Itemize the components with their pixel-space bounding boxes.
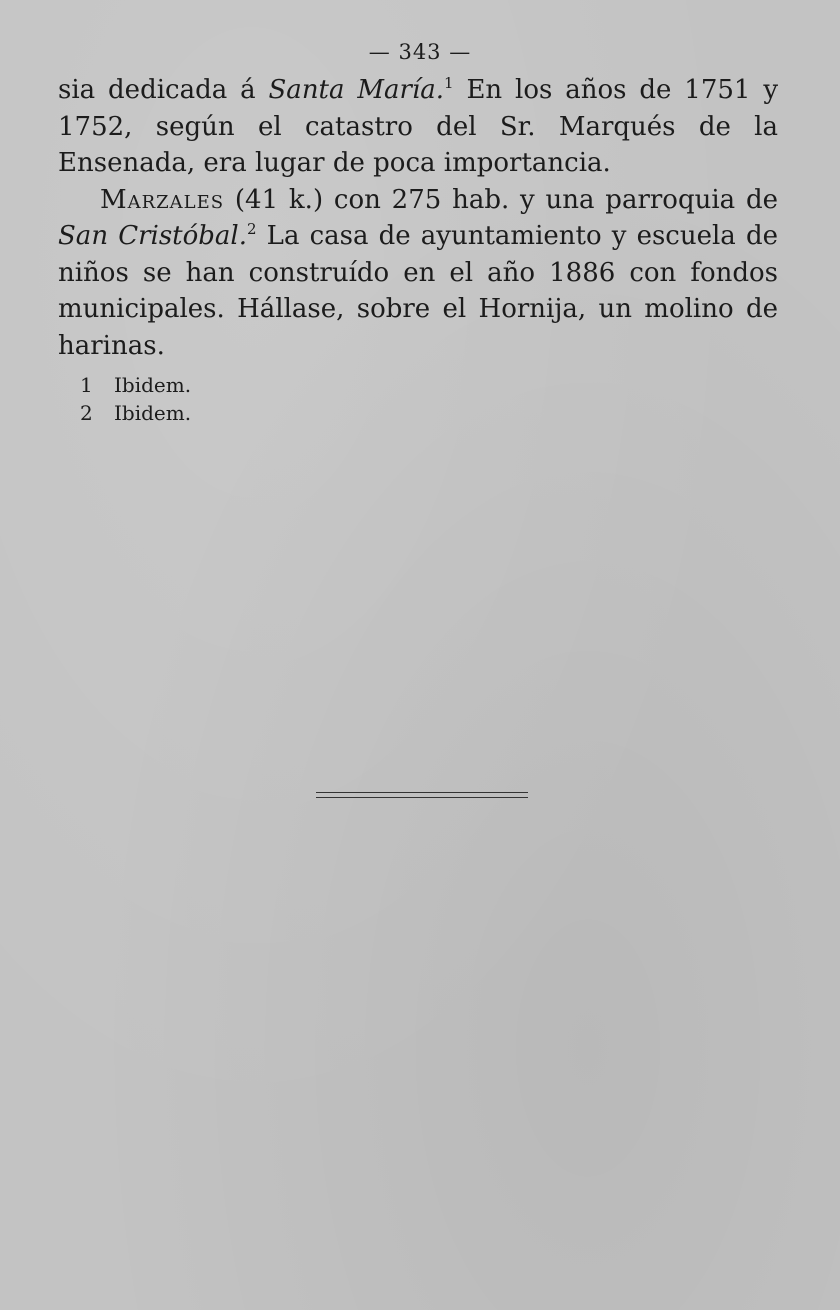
page-number: — 343 — [368, 40, 472, 64]
paragraph-2-italic: San Cristóbal. [58, 221, 247, 251]
paragraph-1-text-end: En los años de 1751 y 1752, según el catastro del Sr. Marqués de la Ensenada, era lugar de poca importancia. [58, 75, 779, 178]
body-text [58, 72, 778, 364]
paragraph-2-text-end: La casa de ayuntamiento y escuela de niños se han construído en el año 1886 con fondos municipales. Hállase, sobre el Hornija, un molino de harinas. [58, 221, 778, 361]
section-end-rule [316, 792, 528, 798]
footnote-ref-2: 2 [247, 220, 257, 238]
paragraph-2 [58, 182, 778, 365]
footnote-ref-1: 1 [444, 74, 454, 92]
paragraph-1-text-start: sia dedicada á [58, 75, 269, 105]
footnotes [80, 371, 191, 427]
paragraph-2-place-name: Marzales [100, 184, 225, 215]
footnote-2 [80, 399, 191, 427]
footnote-1 [80, 371, 191, 399]
paragraph-1-italic: Santa María. [268, 75, 445, 105]
footnote-1-number: 1 [80, 373, 93, 397]
paragraph-1 [58, 72, 778, 182]
paragraph-2-text-start: (41 k.) con 275 hab. y una parroquia de [224, 184, 778, 215]
footnote-2-number: 2 [80, 401, 93, 425]
footnote-1-text: Ibidem. [114, 373, 192, 397]
footnote-2-text: Ibidem. [114, 401, 192, 425]
